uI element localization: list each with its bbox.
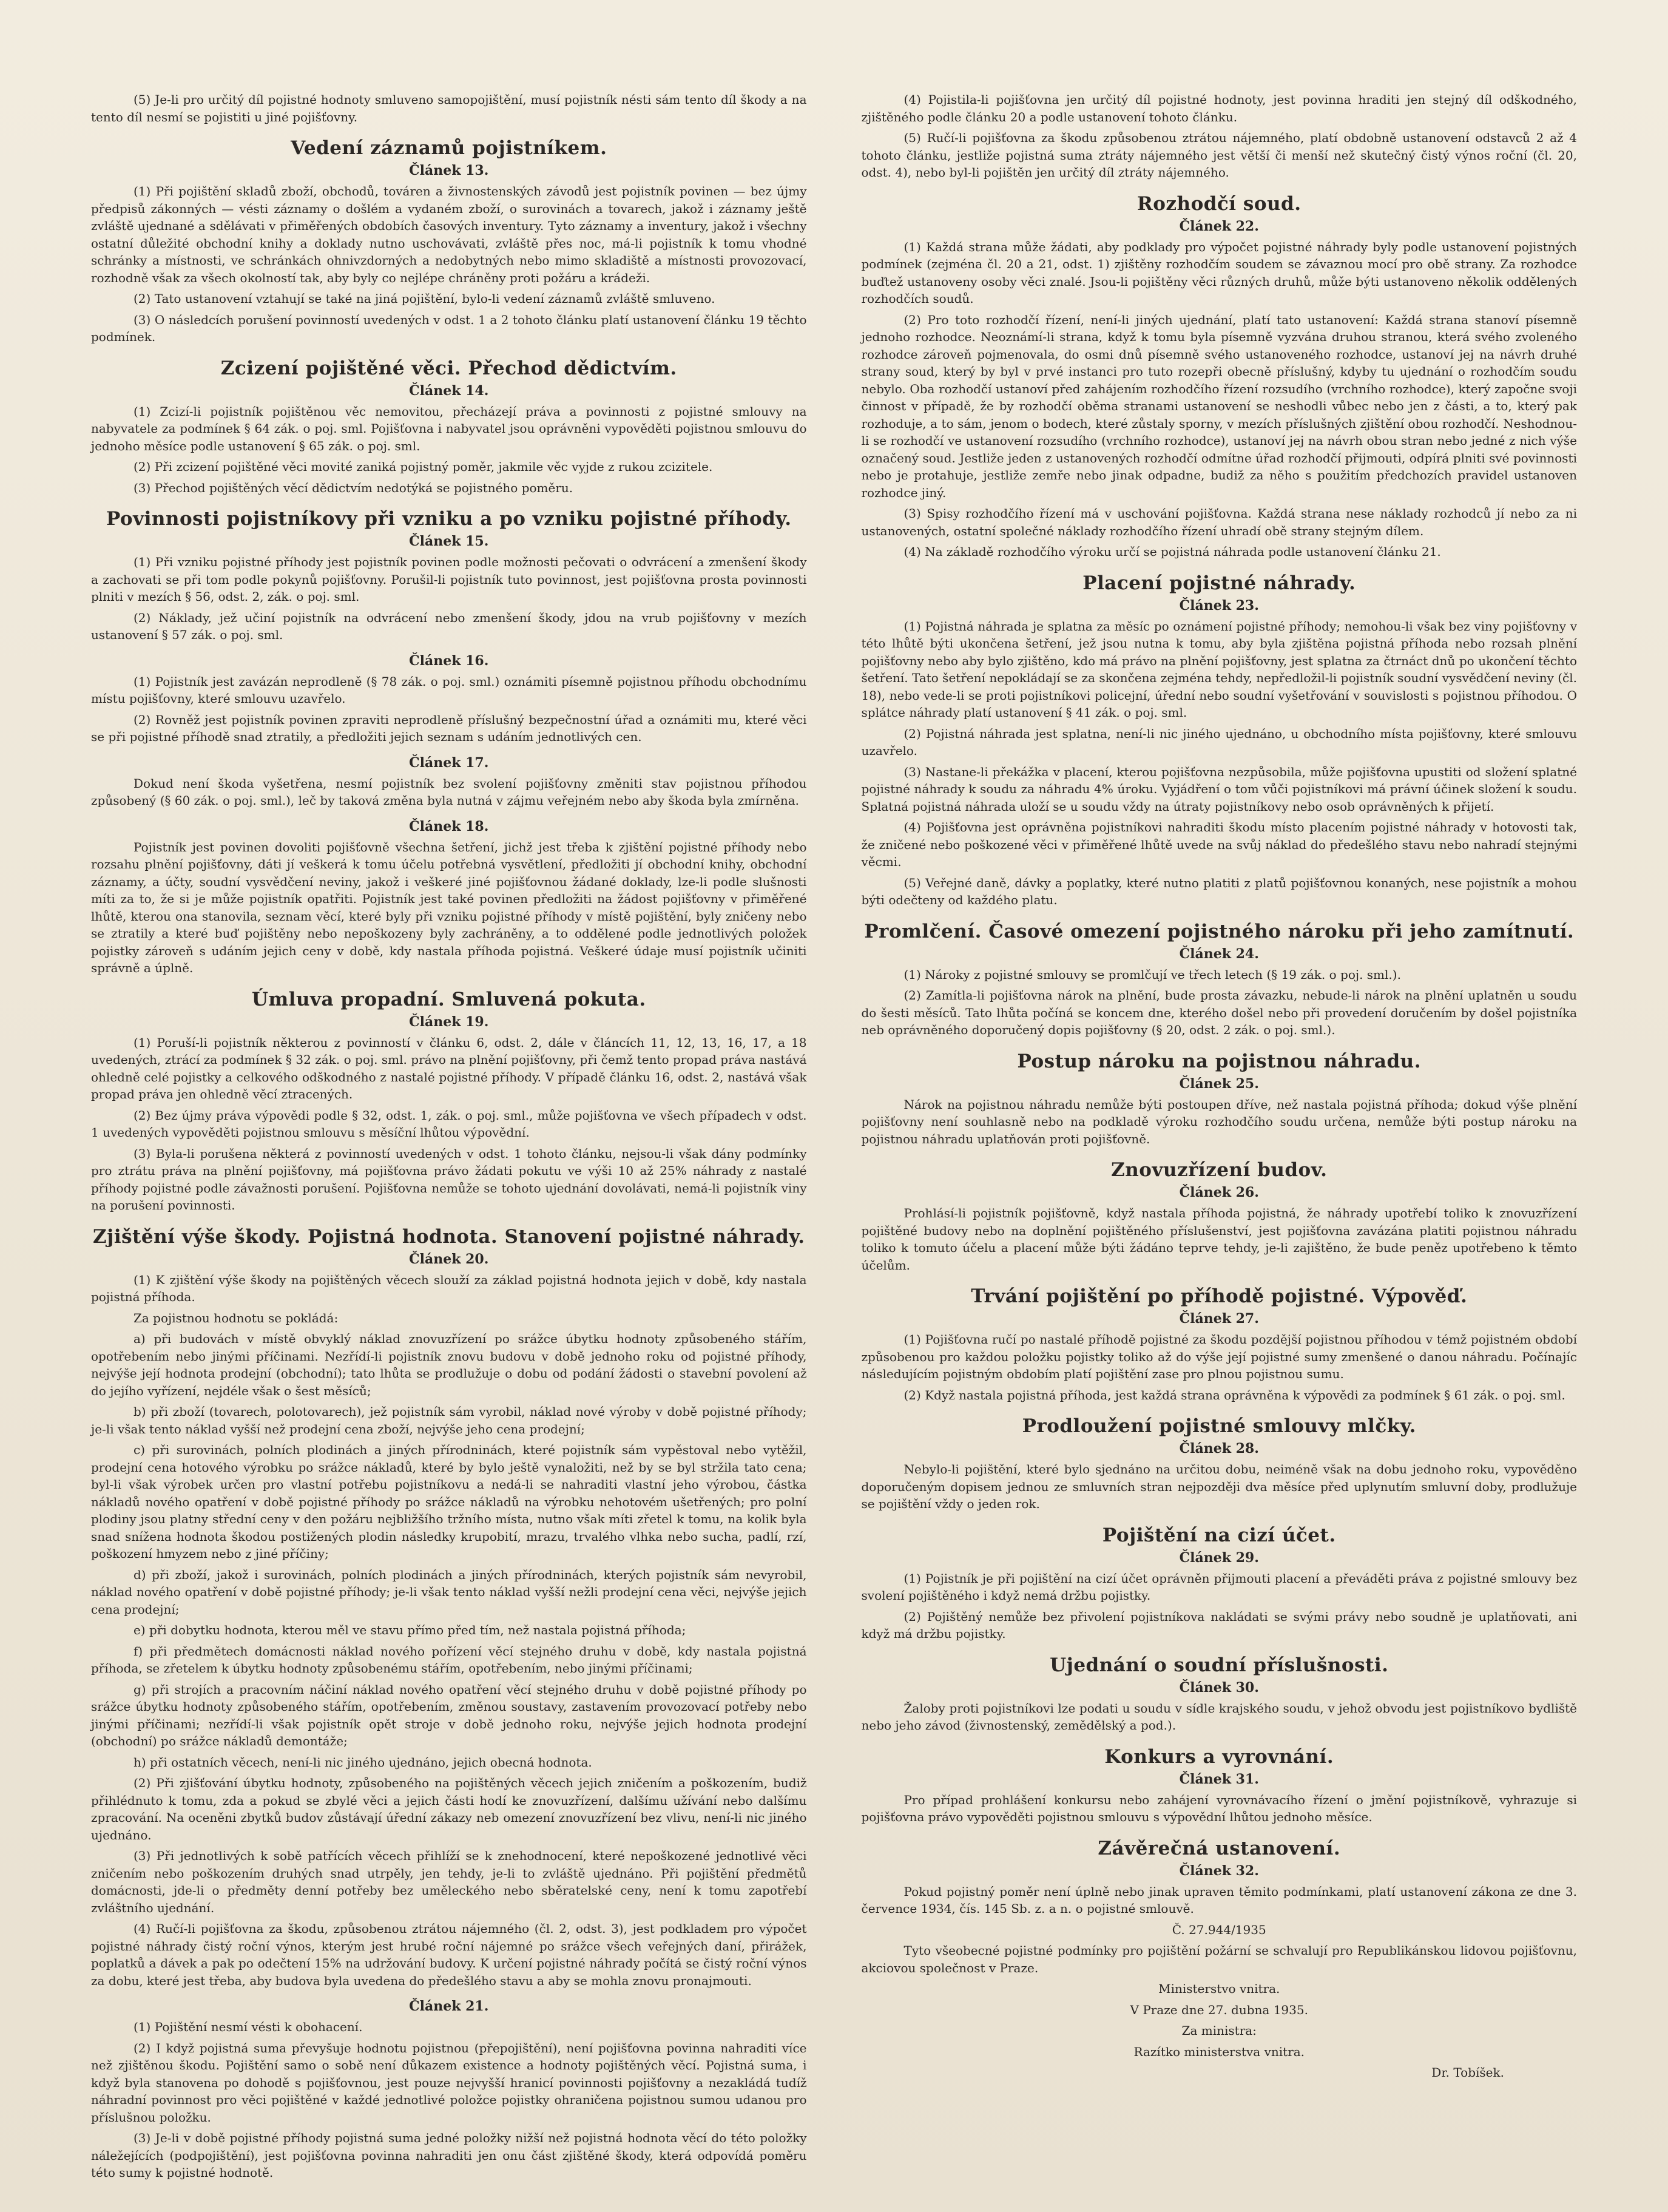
section-heading: Pojištění na cizí účet. [1102,1524,1336,1546]
paragraph: (1) K zjištění výše škody na pojištěných věcech slouží za základ pojistná hodnota jejich v době, kdy nastala pojistná příhoda. [91,1272,807,1304]
article-heading: Článek 14. [409,382,489,399]
paragraph: (2) Pojištěný nemůže bez přivolení pojistníkova nakládati se svými právy nebo soudně je uplatňovati, ani když má držbu pojistky. [861,1609,1577,1641]
paragraph: (2) Rovněž jest pojistník povinen zpraviti neprodleně příslušný bezpečnostní úřad a oznámiti mu, které věci se při pojistné příhodě snad ztratily, a předložiti jejich seznam s udáním jednotlivých cen. [91,712,807,744]
article-heading: Článek 20. [409,1251,489,1267]
paragraph: (2) Když nastala pojistná příhoda, jest každá strana oprávněna k výpovědi za podmínek § 61 zák. o poj. sml. [903,1387,1565,1402]
paragraph: (4) Pojišťovna jest oprávněna pojistníkovi nahraditi škodu místo placením pojistné náhrady v hotovosti tak, že zničené nebo poškozené věci v přiměřené lhůtě uvede na svůj náklad do předešlého stavu nebo nahradí stejnými věcmi. [861,820,1577,869]
paragraph: (2) Zamítla-li pojišťovna nárok na plnění, bude prosta závazku, nebude-li nárok na plnění uplatněn u soudu do šesti měsíců. Tato lhůta počíná se koncem dne, kterého došel nebo při provedení doručením by došel pojistníka neb oprávněného doporučený dopis pojišťovny (§ 20, odst. 2 zák. o poj. sml.). [861,988,1577,1037]
paragraph: (2) Při zjišťování úbytku hodnoty, způsobeného na pojištěných věcech jejich zničením a poškozením, budiž přihlédnuto k tomu, zda a pokud se zbylé věci a jejich části hodí ke znovuzřízení, dalšímu užívání nebo dalšímu zpracování. Na oceněni zbytků budov zůstávají úřední zákazy neb omezení znovuzřízení bez vlivu, není-li nic jiného ujednáno. [91,1776,807,1842]
paragraph: (2) Bez újmy práva výpovědi podle § 32, odst. 1, zák. o poj. sml., může pojišťovna ve všech případech v odst. 1 uvedených vypověděti pojistnou smlouvu s měsíční lhůtou výpovědní. [91,1108,807,1140]
section-heading: Prodloužení pojistné smlouvy mlčky. [1022,1415,1416,1437]
paragraph: (4) Na základě rozhodčího výroku určí se pojistná náhrada podle ustanovení článku 21. [903,544,1441,559]
section-heading: Zjištění výše škody. Pojistná hodnota. Stanovení pojistné náhrady. [92,1225,805,1248]
paragraph: (1) Pojistník jest zavázán neprodleně (§ 78 zák. o poj. sml.) oznámiti písemně pojistnou příhodu obchodnímu místu pojišťovny, které smlouvu uzavřelo. [91,674,807,706]
paragraph: (1) Každá strana může žádati, aby podklady pro výpočet pojistné náhrady byly podle ustanovení pojistných podmínek (zejména čl. 20 a 21, odst. 1) zjištěny rozhodčím soudem se závaznou mocí pro obě strany. Za rozhodce buďtež ustanoveny osoby věci znalé. Jsou-li pojištěny věci různých druhů, může býti ustanoveno několik oddělených rozhodčích soudů. [861,239,1577,306]
paragraph: (2) Pojistná náhrada jest splatna, není-li nic jiného ujednáno, u obchodního místa pojišťovny, které smlouvu uzavřelo. [861,726,1577,758]
section-heading: Ujednání o soudní příslušnosti. [1050,1654,1389,1676]
paragraph: (2) Při zcizení pojištěné věci movité zaniká pojistný poměr, jakmile věc vyjde z rukou zcizitele. [133,459,713,474]
for-minister: Za ministra: [1181,2023,1257,2038]
approval-paragraph: Tyto všeobecné pojistné podmínky pro pojištění požární se schvalují pro Republikánskou lidovou pojišťovnu, akciovou společnost v Praze. [861,1943,1577,1975]
paragraph: (3) Spisy rozhodčího řízení má v uschování pojišťovna. Každá strana nese náklady rozhodců jí nebo za ni ustanovených, ostatní společné náklady rozhodčího řízení uhradí obě strany stejným dílem. [861,506,1577,538]
paragraph: (1) Poruší-li pojistník některou z povinností v článku 6, odst. 2, dále v článcích 11, 12, 13, 16, 17, a 18 uvedených, ztrácí za podmínek § 32 zák. o poj. sml. právo na plnění pojišťovny, při čemž tento propad práva nastává ohledně celé pojistky a celkového odškodného z nastalé pojistné příhody. V případě článku 16, odst. 2, nastává však propad práva jen ohledně věcí ztracených. [91,1035,807,1101]
section-heading: Rozhodčí soud. [1136,192,1302,215]
paragraph: Žaloby proti pojistníkovi lze podati u soudu v sídle krajského soudu, v jehož obvodu jest pojistníkovo bydliště nebo jeho závod (živnostenský, zemědělský a pod.). [861,1700,1577,1733]
article-heading: Článek 24. [1179,945,1259,962]
ministry-name: Ministerstvo vnitra. [1158,1981,1280,1996]
article-heading: Článek 30. [1179,1679,1259,1696]
list-item: a) při budovách v místě obvyklý náklad znovuzřízení po srážce úbytku hodnoty způsobeného stářím, opotřebením nebo jinými příčinami. Nezřídí-li pojistník znovu budovu v době jednoho roku od pojistné příhody, nejvýše její hodnota prodejní (obchodní); tato lhůta se prodlužuje o dobu od podání žádosti o stavební povolení až do jejího vyřízení, nejdéle však o šest měsíců; [91,1331,807,1398]
paragraph: (1) Pojištění nesmí vésti k obohacení. [133,2020,363,2034]
article-heading: Článek 18. [409,818,489,834]
list-item: c) při surovinách, polních plodinách a jiných přírodninách, které pojistník sám vypěstoval nebo vytěžil, prodejní cena hotového výrobku po srážce nákladů, které by bylo ještě vynaložiti, než by se byl stržila tato cena; byl-li však výrobek určen pro vlastní potřebu pojistníkovu a nedá-li se nahraditi vlastní jeho výrobou, částka nákladů nového opatření v době pojistné příhody po srážce nákladů na výrobku nehotovém ušetřených; pro polní plodiny jsou platny střední ceny v den požáru nejbližšího tržního místa, nutno však míti zřetel k tomu, na kolik byla snad snížena hodnota škodou postižených plodin následky krupobití, mrazu, trvalého vlhka nebo sucha, padlí, rzí, poškození hmyzem nebo z jiné příčiny; [91,1443,807,1561]
paragraph: Nebylo-li pojištění, které bylo sjednáno na určitou dobu, neiméně však na dobu jednoho roku, vypověděno doporučeným dopisem jednou ze smluvních stran nejpozději dva měsíce před uplynutím smluvní doby, prodlužuje se pojištění vždy o jeden rok. [861,1462,1577,1511]
article-heading: Článek 28. [1179,1441,1259,1456]
paragraph: (1) Při pojištění skladů zboží, obchodů, továren a živnostenských závodů jest pojistník povinen — bez újmy předpisů zákonných — vésti záznamy o došlém a vydaném zboží, o surovinách a tovarech, jakož i záznamy ještě zvláště ujednané a sdělávati v přiměřených obdobích časových inventury. Tyto záznamy a inventury, jakož i všechny ostatní důležité obchodní knihy a doklady nutno uschovávati, zvláště přes noc, má-li pojistník k tomu vhodné schránky a místnosti, ve schránkách ohnivzdorných a nedobytných nebo mimo skladiště a místnosti provozovací, rozhodně však za všech okolností tak, aby byly co nejlépe chráněny proti požáru a krádeži. [91,184,807,285]
list-item: e) při dobytku hodnota, kterou měl ve stavu přímo před tím, než nastala pojistná příhoda; [133,1623,686,1637]
paragraph: (1) Nároky z pojistné smlouvy se promlčují ve třech letech (§ 19 zák. o poj. sml.). [903,967,1401,982]
article-heading: Článek 22. [1179,218,1259,234]
article-heading: Článek 23. [1179,597,1259,614]
paragraph: (2) I když pojistná suma převyšuje hodnotu pojistnou (přepojištění), není pojišťovna povinna nahraditi více než zjištěnou škodu. Pojištění samo o sobě není důkazem existence a hodnoty pojištěných věcí. Pojistná suma, i když byla stanovena po dohodě s pojišťovnou, jest pouze nejvyšší hranicí povinnosti pojišťovny a nezakládá tudíž náhradní povinnost pro věci pojištěné v každé jednotlivé položce pojistky ohraničena pojistnou sumou udanou pro příslušnou položku. [91,2040,807,2125]
paragraph: (2) Pro toto rozhodčí řízení, není-li jiných ujednání, platí tato ustanovení: Každá strana stanoví písemně jednoho rozhodce. Neoznámí-li strana, když k tomu byla písemně vyzvána druhou stranou, která svého zvoleného rozhodce zároveň pojmenovala, do osmi dnů písemně svého ustanoveného rozhodce, ustanoví jej na návrh druhé strany soud, který by byl v prvé instanci pro tuto rozepři obecně příslušný, kdyby tu ujednání o rozhodčím soudu nebylo. Oba rozhodčí ustanoví před zahájením rozhodčího řízení rozsudího (vrchního rozhodce), který započne svoji činnost v případě, že by rozhodčí oběma stranami ustanovení se neshodli vůbec nebo jen z části, a to, který pak rozhoduje, a to sám, jenom o bodech, které zůstaly sporny, v mezích příslušných zjištění obou rozhodčí. Neshodnou-li se rozhodčí ve ustanovení rozsudího (vrchního rozhodce), ustanoví jej na návrh obou stran nebo jedné z nich výše označený soud. Jestliže jeden z ustanovených rozhodčí odmítne úřad rozhodčí přijmouti, odpírá plniti své povinnosti nebo je protahuje, jestliže zemře nebo jinak odpadne, budiž za něho s použitím předchozích pravidel ustanoven rozhodce jiný. [861,312,1577,500]
section-heading: Vedení záznamů pojistníkem. [291,137,607,159]
paragraph: (3) Přechod pojištěných věcí dědictvím nedotýká se pojistného poměru. [133,480,573,495]
signature: Dr. Tobíšek. [1431,2065,1504,2080]
paragraph: (3) Je-li v době pojistné příhody pojistná suma jedné položky nižší než pojistná hodnota věcí do této položky náležejících (podpojištění), jest pojišťovna povinna nahraditi jen onu část zjištěné škody, která odpovídá poměru této sumy k pojistné hodnotě. [91,2131,807,2180]
paragraph: Dokud není škoda vyšetřena, nesmí pojistník bez svolení pojišťovny změniti stav pojistnou příhodou způsobený (§ 60 zák. o poj. sml.), leč by taková změna byla nutná v zájmu veřejném nebo aby škoda byla zmírněna. [91,776,807,808]
paragraph: (2) Náklady, jež učiní pojistník na odvrácení nebo zmenšení škody, jdou na vrub pojišťovny v mezích ustanovení § 57 zák. o poj. sml. [91,610,807,642]
section-heading: Konkurs a vyrovnání. [1104,1745,1334,1768]
section-heading: Znovuzřízení budov. [1111,1159,1328,1181]
paragraph: (2) Tato ustanovení vztahují se také na jiná pojištění, bylo-li vedení záznamů zvláště smluveno. [133,291,715,306]
article-heading: Článek 16. [409,652,489,669]
paragraph: Pojistník jest povinen dovoliti pojišťovně všechna šetření, jichž jest třeba k zjištění pojistné příhody nebo rozsahu plnění pojišťovny, dáti jí veškerá k tomu účelu potřebná vysvětlení, předložiti jí obchodní knihy, obchodní záznamy, a účty, soudní vysvědčení neviny, jakož i veškeré jiné pojišťovnou žádané doklady, lze-li podle slušnosti míti za to, že si je může pojistník opatřiti. Pojistník jest také povinen předložiti na žádost pojišťovny v přiměřené lhůtě, kterou ona stanovila, seznam věcí, které byly při vzniku pojistné příhody v místě pojištění, byly zničeny nebo se ztratily a které buď pojištěny nebo nepoškozeny byly zachráněny, a to oddělené podle jednotlivých položek pojistky zároveň s udáním jejich ceny v době, kdy nastala příhoda pojistná. Veškeré údaje musí pojistník učiniti správně a úplně. [91,839,807,975]
paragraph: (1) Pojišťovna ručí po nastalé příhodě pojistné za škodu pozdější pojistnou příhodou v témž pojistném období způsobenou pro každou položku pojistky toliko až do výše její pojistné sumy zmenšené o danou náhradu. Počínajíc následujícím pojistným obdobím platí pojištění zase pro plnou pojistnou sumu. [861,1332,1577,1381]
paragraph: (3) O následcích porušení povinností uvedených v odst. 1 a 2 tohoto článku platí ustanovení článku 19 těchto podmínek. [91,312,807,344]
left-column [91,91,807,2180]
article-heading: Článek 25. [1179,1075,1259,1092]
article-heading: Článek 15. [409,533,489,549]
section-heading: Postup nároku na pojistnou náhradu. [1017,1050,1422,1072]
paragraph: (5) Je-li pro určitý díl pojistné hodnoty smluveno samopojištění, musí pojistník nésti sám tento díl škody a na tento díl nesmí se pojistiti u jiné pojišťovny. [91,92,807,124]
article-heading: Článek 19. [409,1013,489,1030]
article-heading: Článek 27. [1179,1311,1259,1327]
paragraph: (3) Při jednotlivých k sobě patřících věcech přihlíží se k znehodnocení, které nepoškozené jednotlivé věci zničením nebo poškozením druhých snad utrpěly, jen tehdy, je-li to zvláště ujednáno. Při pojištění předmětů domácnosti, jde-li o předměty denní potřeby bez uměleckého nebo sběratelské ceny, není k tomu zapotřebí zvláštního ujednání. [91,1848,807,1915]
article-heading: Článek 32. [1179,1862,1259,1879]
paragraph: Pokud pojistný poměr není úplně nebo jinak upraven těmito podmínkami, platí ustanovení zákona ze dne 3. července 1934, čís. 145 Sb. z. a n. o pojistné smlouvě. [861,1884,1577,1916]
section-heading: Povinnosti pojistníkovy při vzniku a po vzniku pojistné příhody. [106,508,792,530]
section-heading: Úmluva propadní. Smluvená pokuta. [251,988,646,1010]
list-item: d) při zboží, jakož i surovinách, polních plodinách a jiných přírodninách, kterých pojistník sám nevyrobil, náklad nového opatření v době pojistné příhody; je-li však tento náklad vyšší nežli prodejní cena věci, nejvýše jejich cena prodejní; [91,1567,807,1617]
paragraph: (3) Byla-li porušena některá z povinností uvedených v odst. 1 tohoto článku, nejsou-li však dány podmínky pro ztrátu práva na plnění pojišťovny, má pojišťovna právo žádati pokutu ve výši 10 až 25% náhrady z nastalé příhody pojistné podle závažnosti porušení. Pojišťovna nemůže se tohoto ujednání dovolávati, nemá-li pojistník viny na porušení povinnosti. [91,1146,807,1213]
paragraph: (1) Při vzniku pojistné příhody jest pojistník povinen podle možnosti pečovati o odvrácení a zmenšení škody a zachovati se při tom podle pokynů pojišťovny. Porušil-li pojistník tuto povinnost, jest pojišťovna prosta povinnosti plniti v mezích § 56, odst. 2, zák. o poj. sml. [91,555,807,604]
paragraph: (1) Pojistná náhrada je splatna za měsíc po oznámení pojistné příhody; nemohou-li však bez viny pojišťovny v této lhůtě býti ukončena šetření, jež jsou nutna k tomu, aby byla zjištěna pojistná příhoda nebo rozsah plnění pojišťovny nebo aby bylo zjištěno, kdo má právo na plnění pojišťovny, jest splatna za čtrnáct dnů po ukončení těchto šetření. Tato šetření nepokládají se za skončena zejména tehdy, nepředložil-li pojistník soudní vysvědčení neviny (čl. 18), nebo vede-li se proti pojistníkovi policejní, úřední nebo soudní vyšetřování v souvislosti s pojistnou příhodou. O splátce náhrady platí ustanovení § 41 zák. o poj. sml. [861,618,1577,720]
section-heading: Závěrečná ustanovení. [1098,1837,1341,1859]
paragraph: (1) Zcizí-li pojistník pojištěnou věc nemovitou, přecházejí práva a povinnosti z pojistné smlouvy na nabyvatele za podmínek § 64 zák. o poj. sml. Pojišťovna i nabyvatel jsou oprávněni vypověděti pojistnou smlouvu do jednoho měsíce podle ustanovení § 65 zák. o poj. sml. [91,404,807,453]
paragraph: (5) Ručí-li pojišťovna za škodu způsobenou ztrátou nájemného, platí obdobně ustanovení odstavců 2 až 4 tohoto článku, jestliže pojistná suma ztráty nájemného jest větší či menší než skutečný čistý výnos roční (čl. 20, odst. 4), nebo byl-li pojištěn jen určitý díl ztráty nájemného. [861,130,1577,180]
section-heading: Trvání pojištění po příhodě pojistné. Výpověď. [971,1285,1468,1307]
paragraph: (5) Veřejné daně, dávky a poplatky, které nutno platiti z platů pojišťovnou konaných, nese pojistník a mohou býti odečteny od každého platu. [861,875,1577,907]
article-heading: Článek 31. [1179,1771,1259,1787]
section-heading: Promlčení. Časové omezení pojistného nároku při jeho zamítnutí. [864,920,1575,942]
list-item: f) při předmětech domácnosti náklad nového pořízení věcí stejného druhu v době, kdy nastala pojistná příhoda, se zřetelem k úbytku hodnoty způsobenému stářím, opotřebením, nebo jinými příčinami; [91,1643,807,1676]
paragraph: (1) Pojistník je při pojištění na cizí účet oprávněn přijmouti placení a převáděti práva z pojistné smlouvy bez svolení pojištěného i když nemá držbu pojistky. [861,1571,1577,1603]
list-item: h) při ostatních věcech, není-li nic jiného ujednáno, jejich obecná hodnota. [133,1754,592,1770]
article-heading: Článek 17. [409,754,489,771]
article-heading: Článek 21. [409,1998,489,2014]
paragraph: (4) Pojistila-li pojišťovna jen určitý díl pojistné hodnoty, jest povinna hraditi jen stejný díl odškodného, zjištěného podle článku 20 a podle ustanovení tohoto článku. [861,92,1577,124]
paragraph: (4) Ručí-li pojišťovna za škodu, způsobenou ztrátou nájemného (čl. 2, odst. 3), jest podkladem pro výpočet pojistné náhrady čistý roční výnos, kterým jest hrubé roční nájemné po srážce všech veřejných daní, přirážek, poplatků a dávek a pak po odečtení 15% na udržování budovy. K určení pojistné náhrady počítá se čistý roční výnos za dobu, které jest třeba, aby budova byla uvedena do předešlého stavu a aby se mohla znovu pronajmouti. [91,1921,807,1988]
list-item: b) při zboží (tovarech, polotovarech), jež pojistník sám vyrobil, náklad nové výroby v době pojistné příhody; je-li však tento náklad vyšší než prodejní cena zboží, nejvýše jeho cena prodejní; [91,1404,807,1436]
reference-number: Č. 27.944/1935 [1172,1922,1266,1937]
paragraph: Prohlásí-li pojistník pojišťovně, když nastala příhoda pojistná, že náhrady upotřebí toliko k znovuzřízení pojištěné budovy nebo na doplnění pojištěného příslušenství, jest pojišťovna zavázána platiti pojistnou náhradu toliko k tomuto účelu a placení může býti žádáno teprve tehdy, je-li zajištěno, že bude peněz upotřebeno k těmto účelům. [861,1206,1577,1273]
paragraph: (3) Nastane-li překážka v placení, kterou pojišťovna nezpůsobila, může pojišťovna upustiti od složení splatné pojistné náhrady k soudu za náhradu 4% úroku. Vyjádření o tom vůči pojistníkovi má právní účinek složení k soudu. Splatná pojistná náhrada uloží se u soudu vždy na útraty pojistníkovy nebo osob oprávněných k přijetí. [861,764,1577,814]
right-column [862,91,1578,2151]
article-heading: Článek 13. [409,163,489,178]
section-heading: Placení pojistné náhrady. [1082,572,1356,594]
section-heading: Zcizení pojištěné věci. Přechod dědictvím. [220,357,677,379]
paragraph: Za pojistnou hodnotu se pokládá: [133,1310,339,1325]
article-heading: Článek 29. [1179,1549,1259,1566]
article-heading: Článek 26. [1179,1185,1259,1200]
paragraph: Pro případ prohlášení konkursu nebo zahájení vyrovnávacího řízení o jmění pojistníkově, vyhrazuje si pojišťovna právo vypověděti pojistnou smlouvu s výpovědní lhůtou jednoho měsíce. [861,1792,1577,1824]
paragraph: Nárok na pojistnou náhradu nemůže býti postoupen dříve, než nastala pojistná příhoda; dokud výše plnění pojišťovny není souhlasně nebo na podkladě výroku rozhodčího soudu určena, nemůže býti postup nároku na pojistnou náhradu uplatňován proti pojišťovně. [861,1097,1577,1146]
stamp-note: Razítko ministerstva vnitra. [1133,2044,1305,2059]
place-date: V Praze dne 27. dubna 1935. [1130,2002,1308,2017]
list-item: g) při strojích a pracovním náčiní náklad nového opatření věcí stejného druhu v době pojistné příhody po srážce úbytku hodnoty způsobeného stářím, opotřebením, změnou soustavy, zastavením provozovací potřeby nebo jinými příčinami; nezřídí-li však pojistník opět stroje v době jednoho roku, nejvýše jejich hodnota prodejní (obchodní) po srážce nákladů demontáže; [91,1682,807,1748]
